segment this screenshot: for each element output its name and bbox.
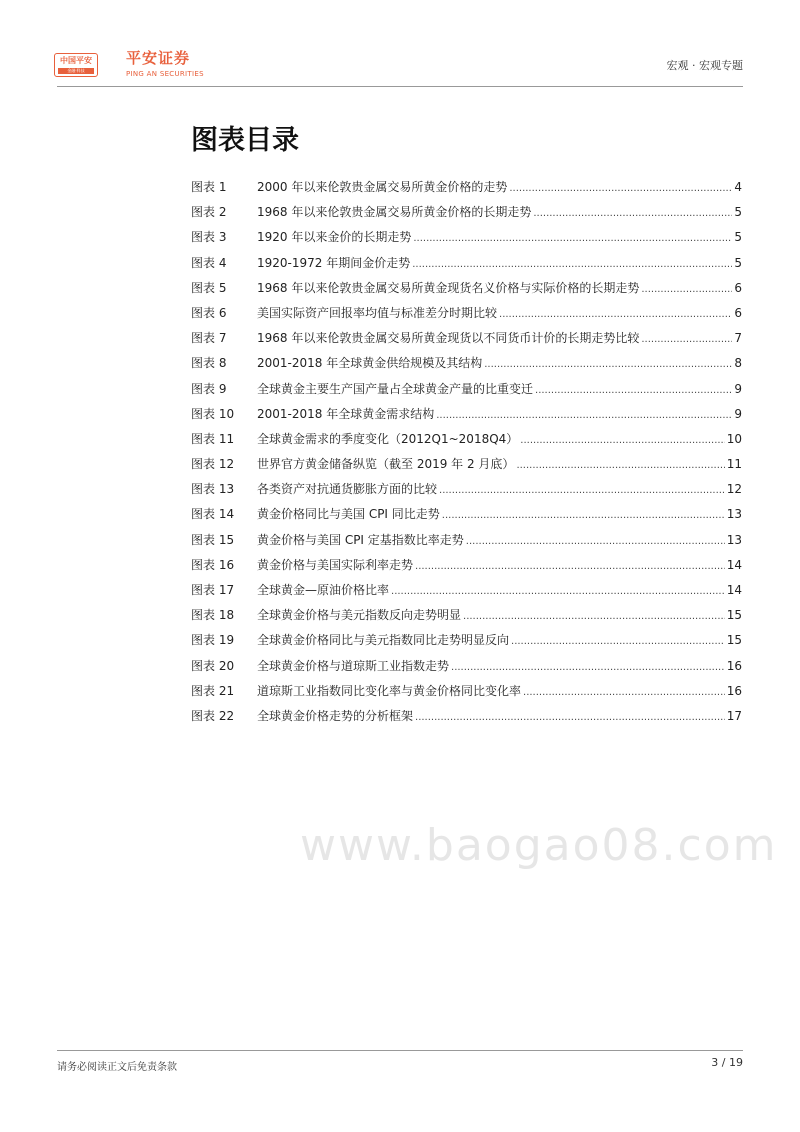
figure-page: 16	[726, 658, 742, 673]
figure-title: 1920-1972 年期间金价走势	[257, 255, 411, 270]
footer-divider	[57, 1050, 743, 1051]
dot-leader	[463, 608, 725, 622]
figure-number: 图表 4	[191, 255, 227, 270]
figure-number: 图表 21	[191, 683, 235, 698]
dot-leader	[520, 432, 724, 446]
figure-number: 图表 22	[191, 708, 235, 723]
dot-leader	[509, 180, 732, 194]
table-of-figures	[191, 178, 742, 732]
figure-page: 14	[726, 557, 742, 572]
figure-number: 图表 6	[191, 305, 227, 320]
toc-entry[interactable]	[191, 380, 742, 405]
figure-number: 图表 3	[191, 230, 227, 245]
figure-number: 图表 7	[191, 331, 227, 346]
logo-subtext: 金融·科技	[58, 68, 94, 74]
figure-title: 全球黄金价格同比与美元指数同比走势明显反向	[257, 633, 510, 648]
dot-leader	[391, 583, 725, 597]
dot-leader	[484, 356, 732, 370]
toc-entry[interactable]	[191, 329, 742, 354]
dot-leader	[516, 457, 724, 471]
toc-entry[interactable]	[191, 455, 742, 480]
dot-leader	[415, 709, 725, 723]
figure-number: 图表 1	[191, 180, 227, 194]
logo-text: 中国平安	[60, 56, 92, 65]
toc-entry[interactable]	[191, 254, 742, 279]
dot-leader	[412, 256, 732, 270]
toc-entry[interactable]	[191, 505, 742, 530]
footer-disclaimer: 请务必阅读正文后免责条款	[57, 1062, 177, 1073]
figure-title: 1968 年以来伦敦贵金属交易所黄金现货以不同货币计价的长期走势比较	[257, 331, 640, 346]
figure-page: 5	[734, 255, 742, 270]
figure-number: 图表 18	[191, 608, 235, 623]
brand-name-en: PING AN SECURITIES	[126, 70, 204, 78]
dot-leader	[499, 306, 732, 320]
header-section: 宏观 · 宏观专题	[666, 59, 743, 72]
figure-page: 9	[734, 406, 742, 421]
dot-leader	[533, 205, 732, 219]
figure-page: 8	[734, 356, 742, 371]
toc-entry[interactable]	[191, 405, 742, 430]
figure-title: 全球黄金价格走势的分析框架	[257, 708, 414, 723]
figure-page: 6	[734, 280, 742, 295]
figure-page: 6	[734, 305, 742, 320]
figure-title: 全球黄金—原油价格比率	[257, 583, 390, 597]
figure-page: 10	[726, 431, 742, 446]
figure-number: 图表 14	[191, 507, 235, 522]
page-title: 图表目录	[191, 125, 299, 156]
figure-title: 2000 年以来伦敦贵金属交易所黄金价格的走势	[257, 180, 508, 194]
toc-entry[interactable]	[191, 228, 742, 253]
figure-page: 16	[726, 683, 742, 698]
figure-page: 12	[726, 482, 742, 497]
figure-page: 5	[734, 230, 742, 245]
figure-number: 图表 13	[191, 482, 235, 497]
toc-entry[interactable]	[191, 707, 742, 732]
figure-number: 图表 16	[191, 557, 235, 572]
figure-title: 1920 年以来金价的长期走势	[257, 230, 412, 245]
toc-entry[interactable]	[191, 556, 742, 581]
header-divider	[57, 86, 743, 87]
toc-entry[interactable]	[191, 531, 742, 556]
toc-entry[interactable]	[191, 581, 742, 606]
figure-page: 14	[726, 583, 742, 597]
figure-page: 9	[734, 381, 742, 396]
toc-entry[interactable]	[191, 657, 742, 682]
figure-number: 图表 10	[191, 406, 235, 421]
figure-page: 11	[726, 457, 742, 472]
figure-title: 1968 年以来伦敦贵金属交易所黄金现货名义价格与实际价格的长期走势	[257, 280, 640, 295]
dot-leader	[415, 558, 725, 572]
watermark: www.baogao08.com	[300, 820, 778, 871]
toc-entry[interactable]	[191, 480, 742, 505]
figure-page: 17	[726, 708, 742, 723]
toc-entry[interactable]	[191, 279, 742, 304]
figure-title: 黄金价格同比与美国 CPI 同比走势	[257, 507, 440, 522]
figure-page: 13	[726, 532, 742, 547]
figure-number: 图表 8	[191, 356, 227, 371]
figure-page: 13	[726, 507, 742, 522]
figure-title: 各类资产对抗通货膨胀方面的比较	[257, 482, 438, 497]
figure-title: 道琼斯工业指数同比变化率与黄金价格同比变化率	[257, 683, 522, 698]
toc-entry[interactable]	[191, 304, 742, 329]
figure-number: 图表 19	[191, 633, 235, 648]
ping-an-logo	[54, 53, 98, 77]
toc-entry[interactable]	[191, 606, 742, 631]
figure-number: 图表 2	[191, 205, 227, 220]
dot-leader	[436, 407, 732, 421]
figure-title: 全球黄金价格与道琼斯工业指数走势	[257, 658, 450, 673]
figure-number: 图表 17	[191, 583, 235, 597]
figure-page: 4	[734, 180, 742, 194]
dot-leader	[523, 684, 725, 698]
figure-title: 1968 年以来伦敦贵金属交易所黄金价格的长期走势	[257, 205, 532, 220]
figure-number: 图表 12	[191, 457, 235, 472]
toc-entry[interactable]	[191, 178, 742, 203]
dot-leader	[451, 659, 725, 673]
figure-number: 图表 15	[191, 532, 235, 547]
figure-number: 图表 5	[191, 280, 227, 295]
figure-title: 2001-2018 年全球黄金需求结构	[257, 406, 435, 421]
figure-title: 美国实际资产回报率均值与标准差分时期比较	[257, 305, 498, 320]
toc-entry[interactable]	[191, 354, 742, 379]
figure-title: 全球黄金需求的季度变化（2012Q1~2018Q4）	[257, 431, 519, 446]
dot-leader	[439, 482, 725, 496]
dot-leader	[535, 382, 732, 396]
figure-title: 世界官方黄金储备纵览（截至 2019 年 2 月底）	[257, 457, 515, 472]
toc-entry[interactable]	[191, 203, 742, 228]
figure-page: 15	[726, 633, 742, 648]
figure-number: 图表 11	[191, 431, 235, 446]
figure-number: 图表 20	[191, 658, 235, 673]
figure-page: 15	[726, 608, 742, 623]
toc-entry[interactable]	[191, 430, 742, 455]
figure-page: 5	[734, 205, 742, 220]
dot-leader	[641, 331, 732, 345]
figure-page: 7	[734, 331, 742, 346]
dot-leader	[466, 533, 725, 547]
figure-title: 2001-2018 年全球黄金供给规模及其结构	[257, 356, 483, 371]
figure-title: 全球黄金价格与美元指数反向走势明显	[257, 608, 462, 623]
brand-name: 平安证券	[126, 49, 191, 67]
dot-leader	[511, 633, 725, 647]
dot-leader	[442, 507, 725, 521]
figure-title: 黄金价格与美国实际利率走势	[257, 557, 414, 572]
dot-leader	[641, 281, 732, 295]
page-number: 3 / 19	[711, 1056, 743, 1069]
figure-title: 全球黄金主要生产国产量占全球黄金产量的比重变迁	[257, 381, 534, 396]
toc-entry[interactable]	[191, 682, 742, 707]
figure-number: 图表 9	[191, 381, 227, 396]
toc-entry[interactable]	[191, 631, 742, 656]
dot-leader	[413, 230, 732, 244]
figure-title: 黄金价格与美国 CPI 定基指数比率走势	[257, 532, 464, 547]
